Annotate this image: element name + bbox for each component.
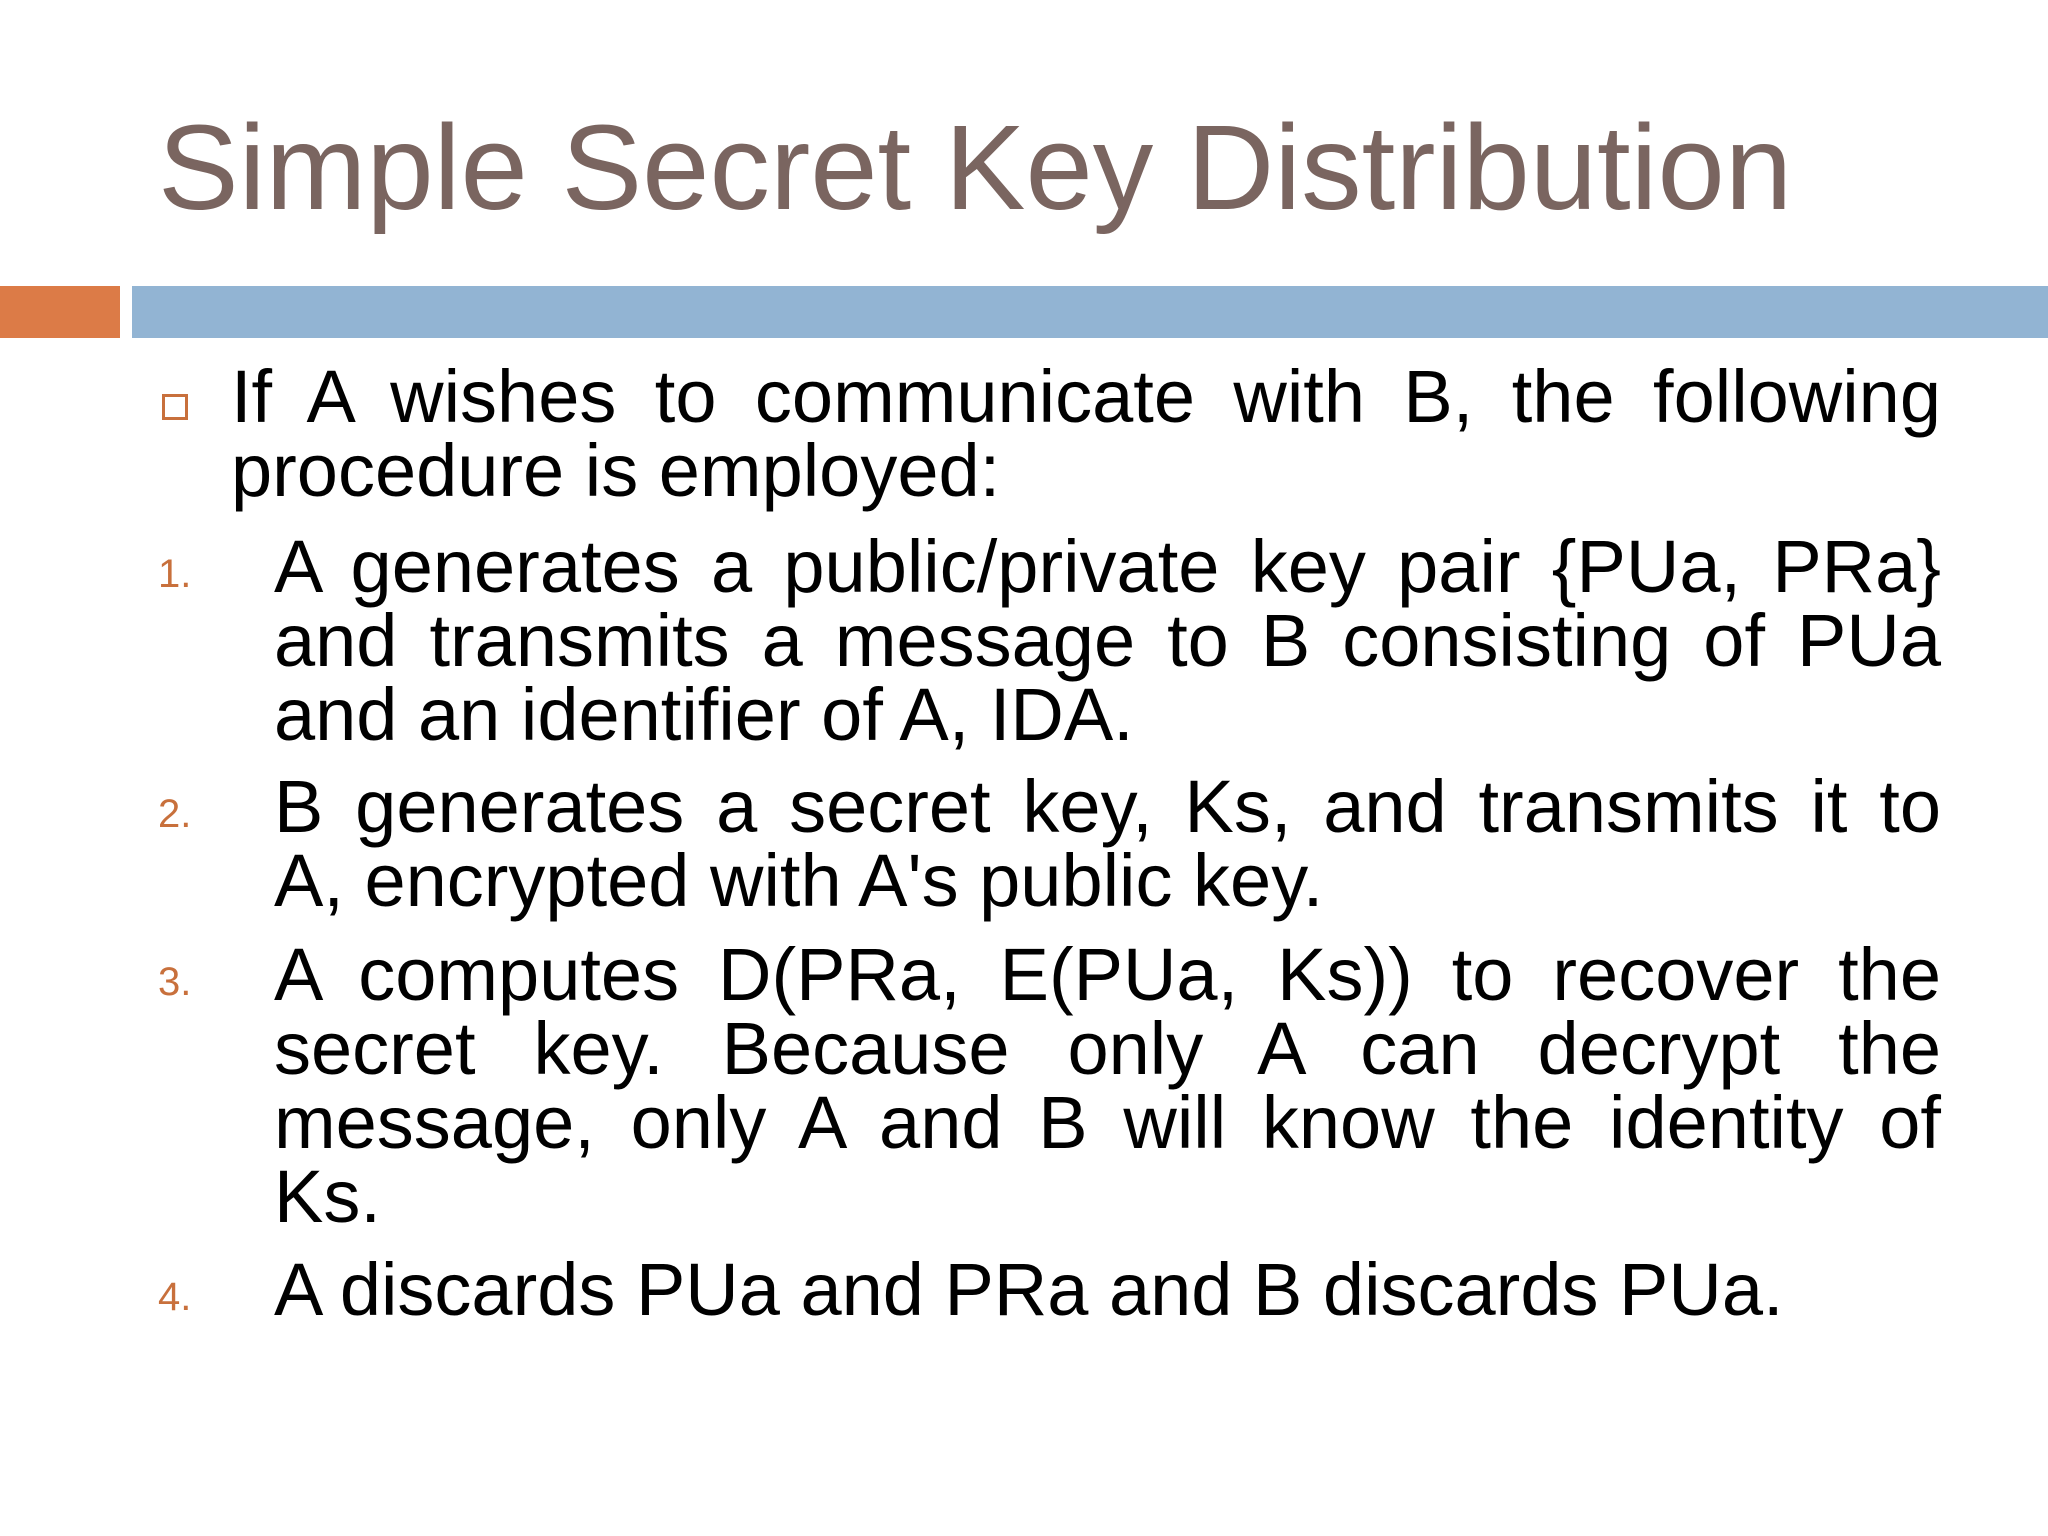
step-text: [274, 525, 1941, 756]
step-line: and an identifier of A, IDA.: [274, 673, 1134, 756]
accent-bar-blue: [132, 286, 2048, 338]
step-text: [274, 1248, 1941, 1331]
step-line: B generates a secret key, Ks, and transmits it to: [274, 765, 1941, 848]
step-line: A computes D(PRa, E(PUa, Ks)) to recover the: [274, 933, 1941, 1016]
intro-line: procedure is employed:: [231, 429, 1001, 512]
step-number: 2.: [158, 792, 192, 836]
step-number: 3.: [158, 960, 192, 1004]
step-line: A discards PUa and PRa and B discards PUa.: [274, 1248, 1784, 1331]
accent-bar-orange: [0, 286, 120, 338]
step-line: A, encrypted with A's public key.: [274, 839, 1324, 922]
step-line: secret key. Because only A can decrypt the: [274, 1007, 1941, 1090]
square-bullet-icon: [162, 394, 188, 420]
step-line: Ks.: [274, 1155, 381, 1238]
step-line: A generates a public/private key pair {PUa, PRa}: [274, 525, 1941, 608]
slide-title: Simple Secret Key Distribution: [158, 99, 1793, 235]
step-text: [274, 933, 1941, 1238]
intro-line: If A wishes to communicate with B, the following: [231, 355, 1941, 438]
step-number: 1.: [158, 552, 192, 596]
step-line: message, only A and B will know the identity of: [274, 1081, 1941, 1164]
step-line: and transmits a message to B consisting of PUa: [274, 599, 1941, 682]
intro-text: [231, 355, 1941, 512]
step-text: [274, 765, 1941, 922]
step-number: 4.: [158, 1275, 192, 1319]
